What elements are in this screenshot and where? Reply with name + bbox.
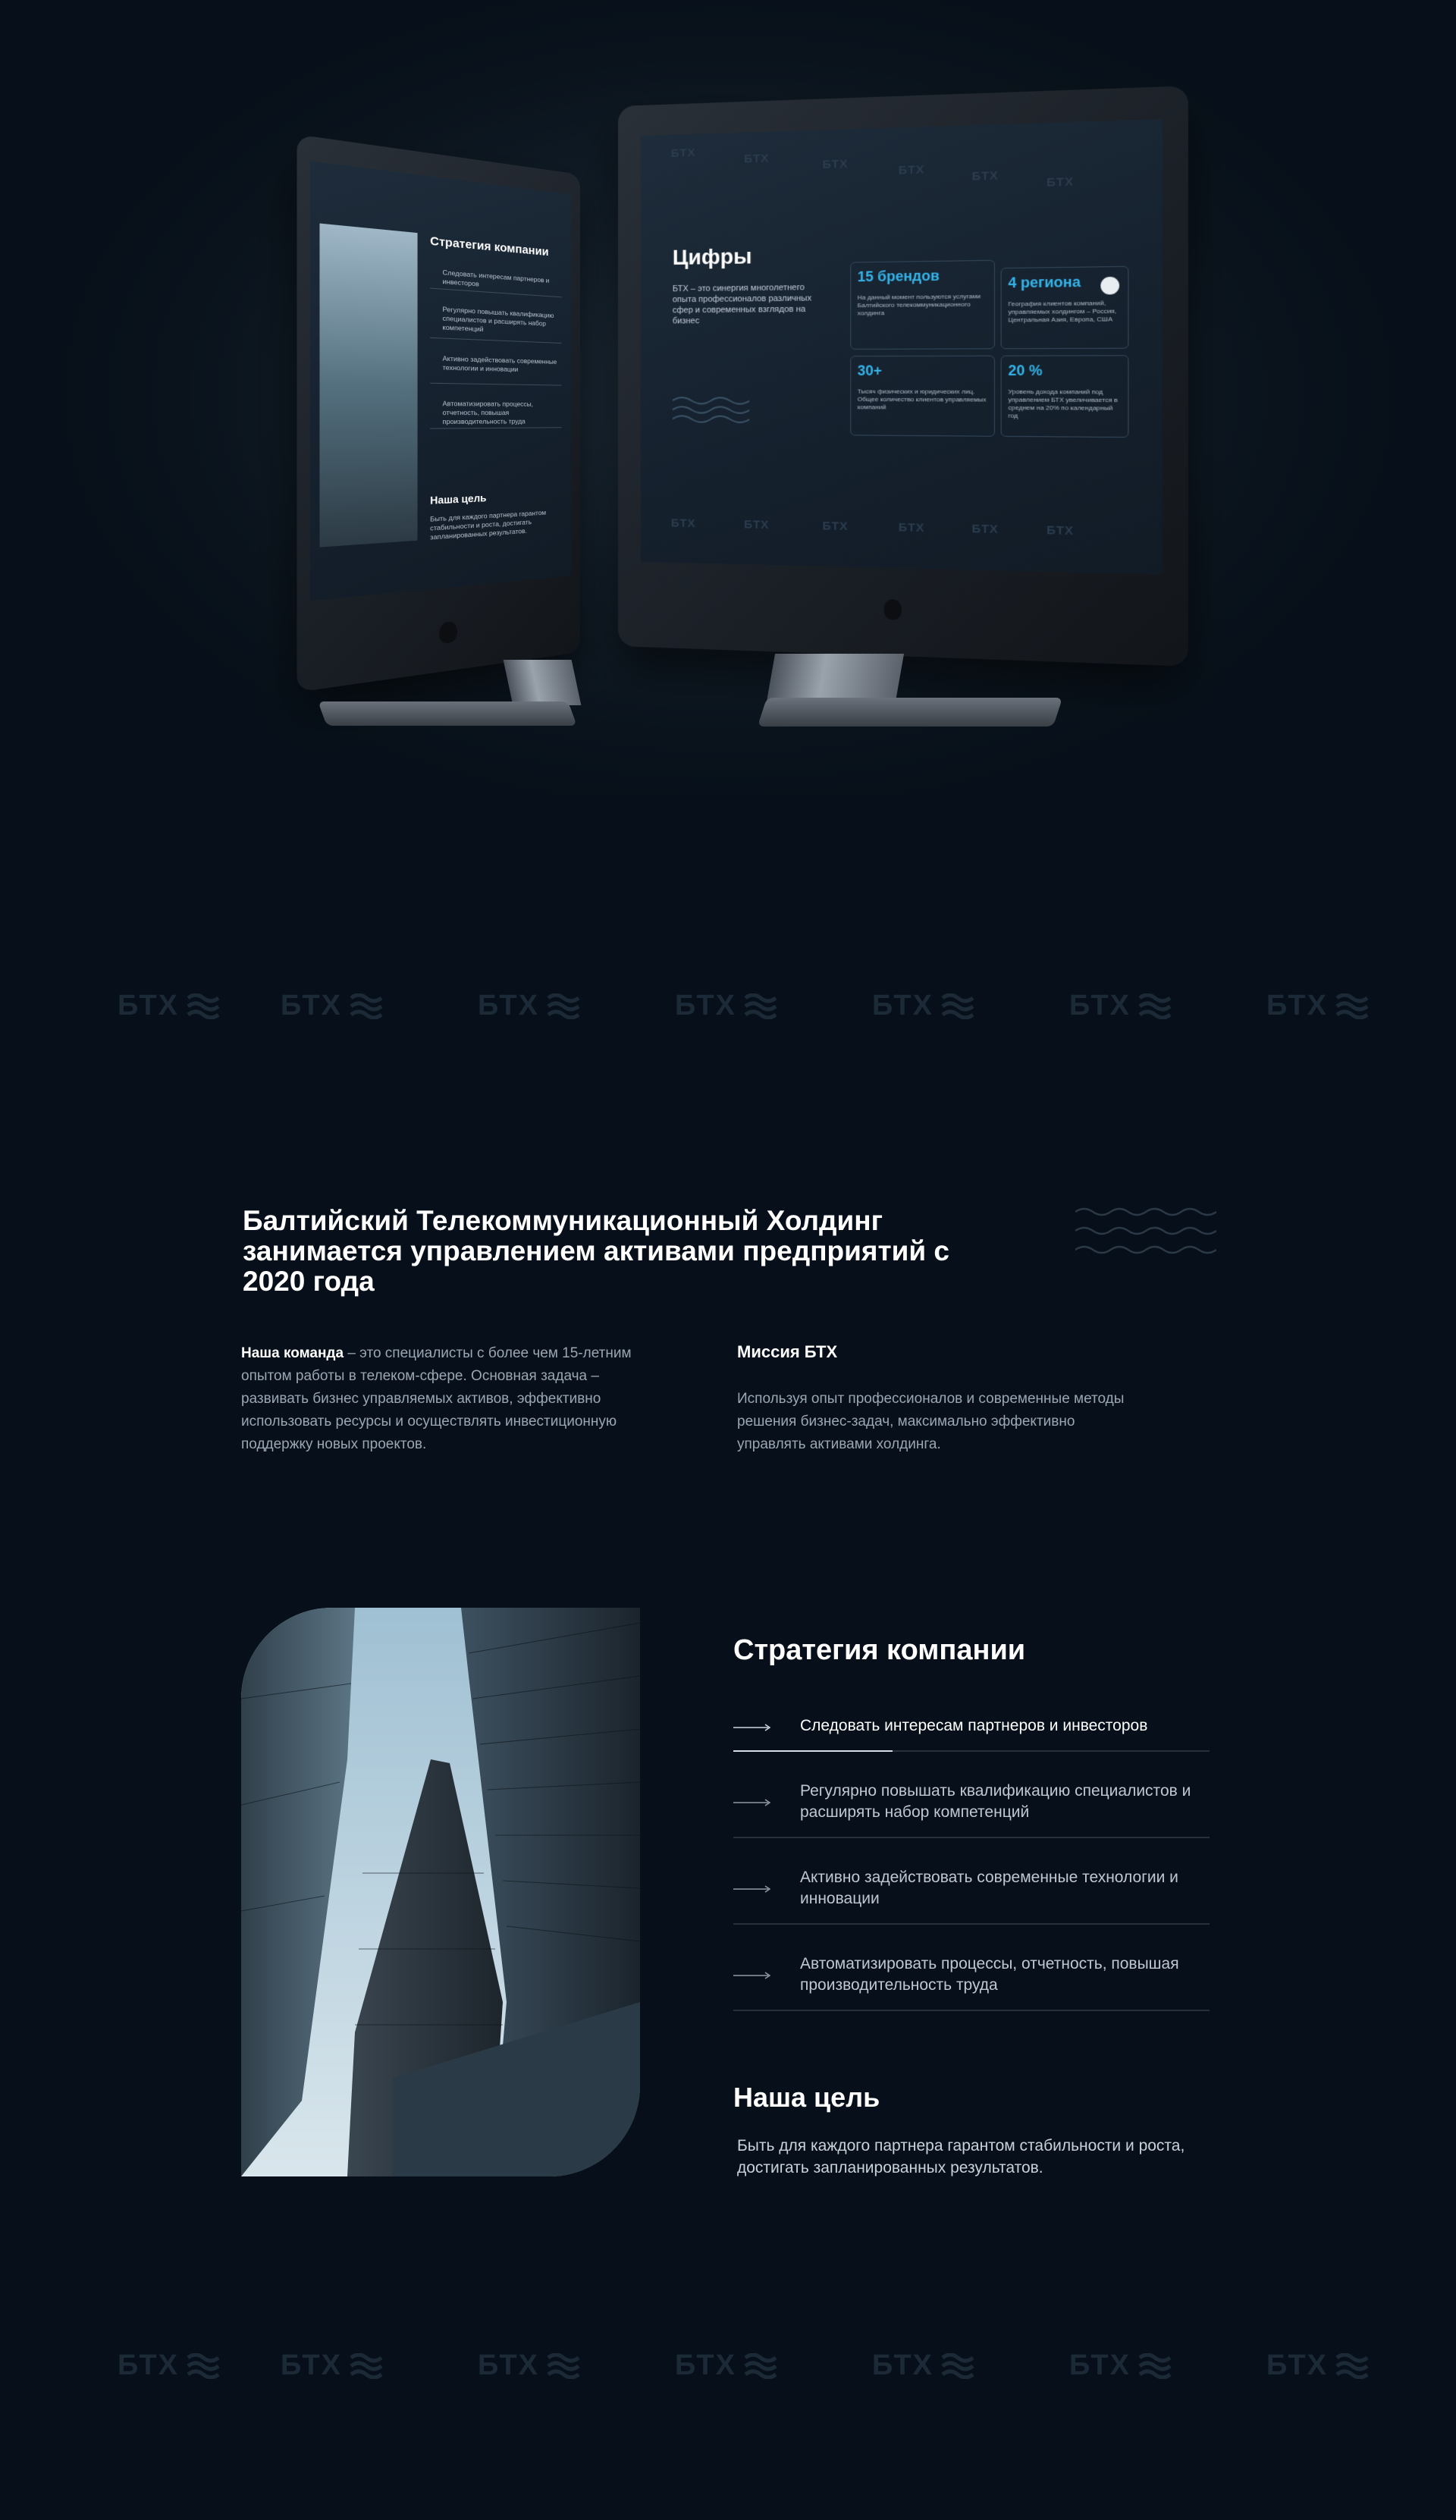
stat-card (1001, 355, 1129, 438)
waves-icon (744, 993, 777, 1019)
screen-strategy-item: Следовать интересам партнеров и инвесторов (442, 268, 550, 288)
stat-card-number: 15 брендов (857, 268, 940, 285)
waves-icon (350, 993, 383, 1019)
waves-icon (547, 993, 580, 1019)
strategy-item[interactable] (733, 1781, 1210, 1840)
screen-logo: БТХ (670, 516, 696, 531)
btx-logo: БТХ (1266, 2349, 1369, 2382)
waves-icon (1335, 993, 1369, 1019)
arrow-right-icon (733, 1885, 771, 1894)
apple-logo-icon (439, 621, 457, 645)
stat-card-text: География клиентов компаний, управляемых холдингом – Россия, Центральная Азия, Европа, США (1008, 299, 1117, 324)
screen-goal-title: Наша цель (430, 491, 487, 507)
btx-logo: БТХ (872, 990, 974, 1022)
mission-title: Миссия БТХ (737, 1342, 838, 1361)
screen-strategy-item: Автоматизировать процессы, отчетность, повышая производительность труда (442, 399, 533, 426)
screen-logo: БТХ (744, 152, 770, 166)
strategy-item-label: Активно задействовать современные технологии и инновации (800, 1869, 1178, 1907)
btx-logo: БТХ (281, 990, 383, 1022)
logo-strip-top (0, 990, 1456, 1035)
btx-logo: БТХ (281, 2349, 383, 2382)
stat-card-number: 20 % (1008, 362, 1043, 379)
screen-logo: БТХ (670, 146, 696, 161)
screen-logo: БТХ (971, 522, 999, 537)
waves-icon (744, 2353, 777, 2379)
waves-icon (1138, 993, 1172, 1019)
strategy-item[interactable] (733, 1954, 1210, 2013)
team-description (241, 1342, 651, 1456)
btx-logo: БТХ (478, 990, 580, 1022)
about-heading: Балтийский Телекоммуникационный Холдинг занимается управлением активами предприятий с 2020 года (243, 1205, 949, 1297)
btx-logo: БТХ (118, 2349, 220, 2382)
stat-card-number: 30+ (857, 362, 882, 379)
monitor-stand (504, 660, 582, 705)
waves-icon (350, 2353, 383, 2379)
btx-logo: БТХ (118, 990, 220, 1022)
divider (733, 1837, 1210, 1838)
screen-title: Стратегия компании (430, 234, 549, 259)
waves-icon (673, 394, 749, 425)
stat-card-text: Тысяч физических и юридических лиц. Общее количество клиентов управляемых компаний (857, 388, 987, 411)
building-image (241, 1608, 640, 2176)
screen-strategy-item: Регулярно повышать квалификацию специалистов и расширять набор компетенций (442, 305, 554, 334)
strategy-item[interactable] (733, 1715, 1210, 1753)
stat-card-text: Уровень дохода компаний под управлением БТХ увеличивается в среднем на 20% по календарный год (1008, 388, 1118, 419)
screen-logo: БТХ (822, 157, 849, 171)
screen-intro: БТХ – это синергия многолетнего опыта профессионалов различных сфер и современных взглядов на бизнес (672, 283, 812, 326)
right-monitor-screen (641, 119, 1163, 574)
waves-icon (1138, 2353, 1172, 2379)
strategy-item[interactable] (733, 1867, 1210, 1926)
active-indicator (733, 1750, 893, 1752)
team-label: Наша команда (241, 1345, 344, 1361)
stat-card-number: 4 региона (1008, 274, 1081, 291)
team-text: – это специалисты с более чем 15-летним опытом работы в телеком-сфере. Основная задача – развивать бизнес управляемых активов, эффективно использовать ресурсы и осуществлять инвестиционную поддержку новых проектов. (241, 1345, 632, 1452)
divider (733, 1923, 1210, 1925)
logo-strip-bottom (0, 2349, 1456, 2395)
monitor-foot (318, 701, 577, 726)
stat-card (850, 356, 995, 437)
screen-logo: БТХ (1046, 523, 1075, 538)
apple-logo-icon (884, 599, 902, 620)
divider (733, 2010, 1210, 2011)
strategy-item-label: Следовать интересам партнеров и инвесторов (800, 1717, 1148, 1734)
waves-icon (187, 993, 220, 1019)
waves-icon (1335, 2353, 1369, 2379)
hero-mockup-section (0, 0, 1456, 796)
waves-decoration-icon (1075, 1206, 1216, 1256)
btx-logo: БТХ (675, 990, 777, 1022)
screen-logo: БТХ (1046, 174, 1075, 190)
waves-icon (547, 2353, 580, 2379)
screen-logo: БТХ (898, 520, 925, 535)
waves-icon (941, 993, 974, 1019)
btx-logo: БТХ (1069, 2349, 1172, 2382)
btx-logo: БТХ (1069, 990, 1172, 1022)
waves-icon (187, 2353, 220, 2379)
left-monitor-screen (310, 161, 571, 601)
building-thumb (319, 224, 417, 548)
stat-card (850, 260, 995, 350)
btx-logo: БТХ (1266, 990, 1369, 1022)
stat-card-text: На данный момент пользуются услугами Балтийского телекоммуникационного холдинга (857, 292, 981, 317)
arrow-right-icon (733, 1971, 771, 1980)
screen-logo: БТХ (744, 518, 770, 532)
screen-goal-text: Быть для каждого партнера гарантом стабильности и роста, достигать запланированных результатов. (430, 508, 547, 541)
building-photo (241, 1608, 640, 2176)
strategy-item-label: Автоматизировать процессы, отчетность, повышая производительность труда (800, 1955, 1179, 1994)
btx-logo: БТХ (478, 2349, 580, 2382)
screen-logo: БТХ (898, 163, 925, 177)
globe-icon (1100, 277, 1119, 295)
strategy-title: Стратегия компании (733, 1634, 1026, 1666)
screen-strategy-item: Активно задействовать современные технологии и инновации (442, 354, 557, 374)
strategy-item-label: Регулярно повышать квалификацию специалистов и расширять набор компетенций (800, 1782, 1191, 1821)
screen-logo: БТХ (971, 168, 999, 184)
monitor-foot (758, 698, 1062, 727)
btx-logo: БТХ (872, 2349, 974, 2382)
arrow-right-icon (733, 1723, 771, 1732)
waves-icon (941, 2353, 974, 2379)
screen-logo: БТХ (822, 519, 849, 534)
btx-logo: БТХ (675, 2349, 777, 2382)
goal-title: Наша цель (733, 2082, 880, 2113)
screen-title: Цифры (672, 243, 752, 269)
mission-text: Используя опыт профессионалов и современные методы решения бизнес-задач, максимально эффективно управлять активами холдинга. (737, 1391, 1125, 1452)
arrow-right-icon (733, 1798, 771, 1807)
goal-text: Быть для каждого партнера гарантом стабильности и роста, достигать запланированных результатов. (737, 2137, 1185, 2176)
stat-card (1001, 266, 1129, 349)
